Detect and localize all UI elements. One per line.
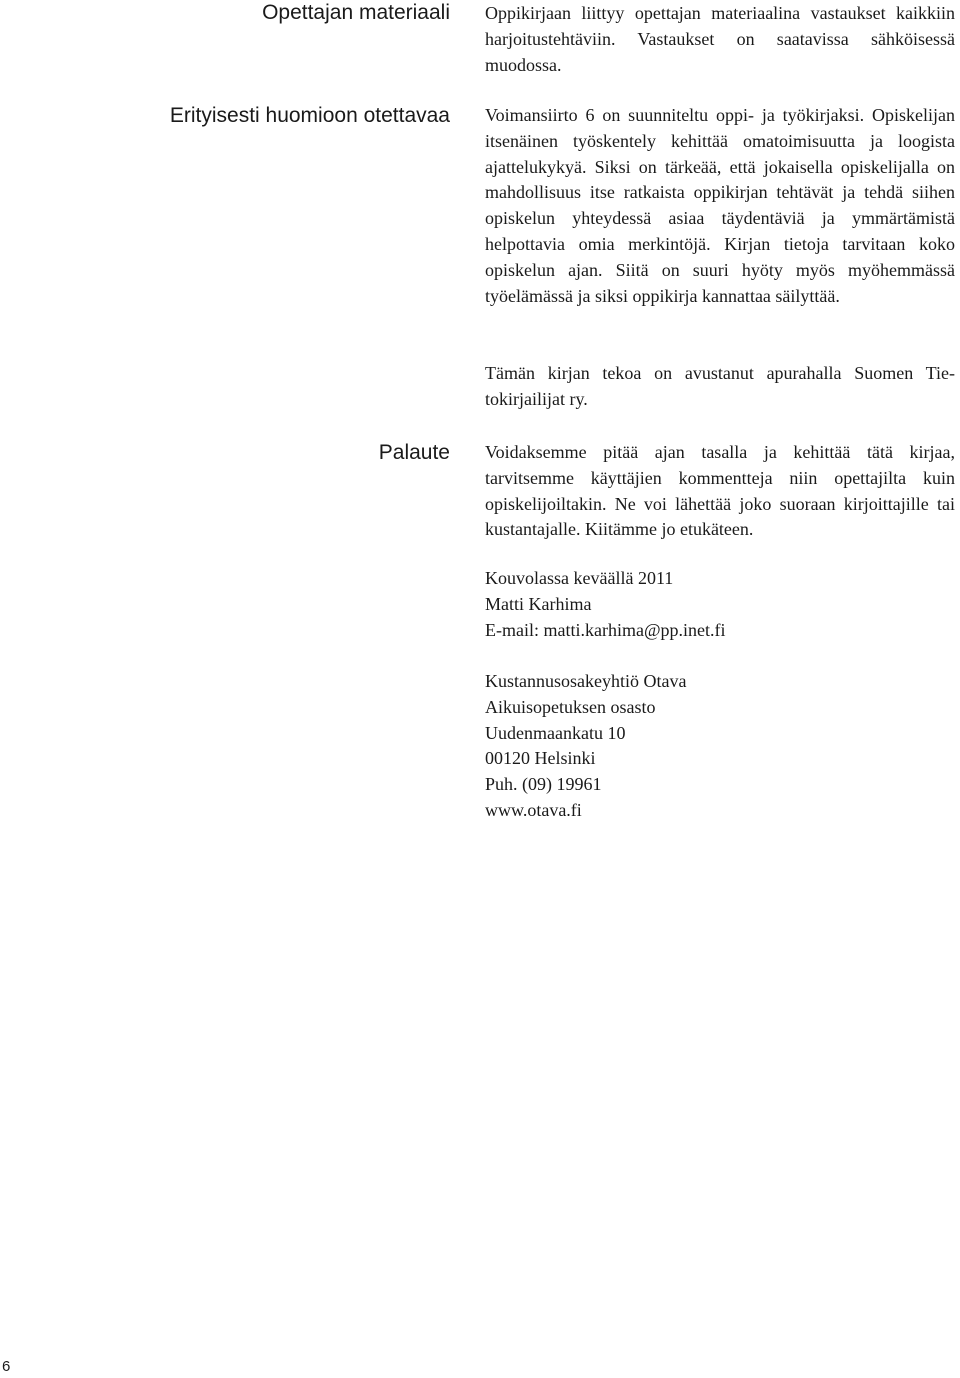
publisher-street: Uudenmaankatu 10 xyxy=(485,722,626,743)
publisher-department: Aikuisopetuksen osasto xyxy=(485,696,656,717)
publisher-web: www.otava.fi xyxy=(485,799,582,820)
teacher-material-paragraph: Oppikirjaan liittyy opettajan materiaalina vastaukset kaikkiin harjoitustehtäviin. Vastaukset on saatavissa sähköisessä muodossa. xyxy=(485,3,955,75)
heading-feedback: Palaute xyxy=(378,441,450,464)
feedback-text xyxy=(485,440,955,543)
publisher-phone: Puh. (09) 19961 xyxy=(485,774,602,795)
signature-place-date: Kouvolassa keväällä 2011 xyxy=(485,568,674,588)
page-number: 6 xyxy=(2,1358,11,1375)
heading-teacher-material: Opettajan materiaali xyxy=(262,1,450,24)
publisher-city: 00120 Helsinki xyxy=(485,748,596,769)
publisher-block xyxy=(485,669,955,824)
heading-special-notes: Erityisesti huomioon otettavaa xyxy=(169,104,450,127)
feedback-paragraph: Voidaksemme pitää ajan tasalla ja kehittää tätä kirjaa, tarvitsemme käyttäjien kommentteja niin opettajilta kuin opiskelijoiltakin. Ne voi lähettää joko suoraan kirjoittajille tai kustantajalle. Kiitämme jo etukäteen. xyxy=(485,442,955,540)
special-notes-paragraph-1: Voimansiirto 6 on suunniteltu oppi- ja työkirjaksi. Opiskelijan itsenäinen työskentely kehittää omatoimisuutta ja loogista ajattelukykyä. Siksi on tärkeää, että jokaisella opiskelijalla on mahdollisuus itse ratkaista oppikirjan tehtävät ja tehdä siihen opiskelun yhteydessä asiaa täydentäviä ja ymmärtämistä helpottavia omia merkintöjä. Kirjan tietoja tarvitaan koko opiskelun ajan. Siitä on suuri hyöty myös myöhemmässä työelämässä ja siksi oppikirja kannattaa säilyttää. xyxy=(485,105,955,306)
publisher-name: Kustannusosakeyhtiö Otava xyxy=(485,671,687,691)
signature-email: E-mail: matti.karhima@pp.inet.fi xyxy=(485,619,726,640)
teacher-material-text xyxy=(485,1,955,78)
special-notes-text-2 xyxy=(485,361,955,413)
signature-author: Matti Karhima xyxy=(485,593,592,614)
special-notes-paragraph-2: Tämän kirjan tekoa on avustanut apurahalla Suomen Tietokirjailijat ry. xyxy=(485,363,955,409)
special-notes-text xyxy=(485,103,955,309)
signature-block xyxy=(485,566,955,643)
